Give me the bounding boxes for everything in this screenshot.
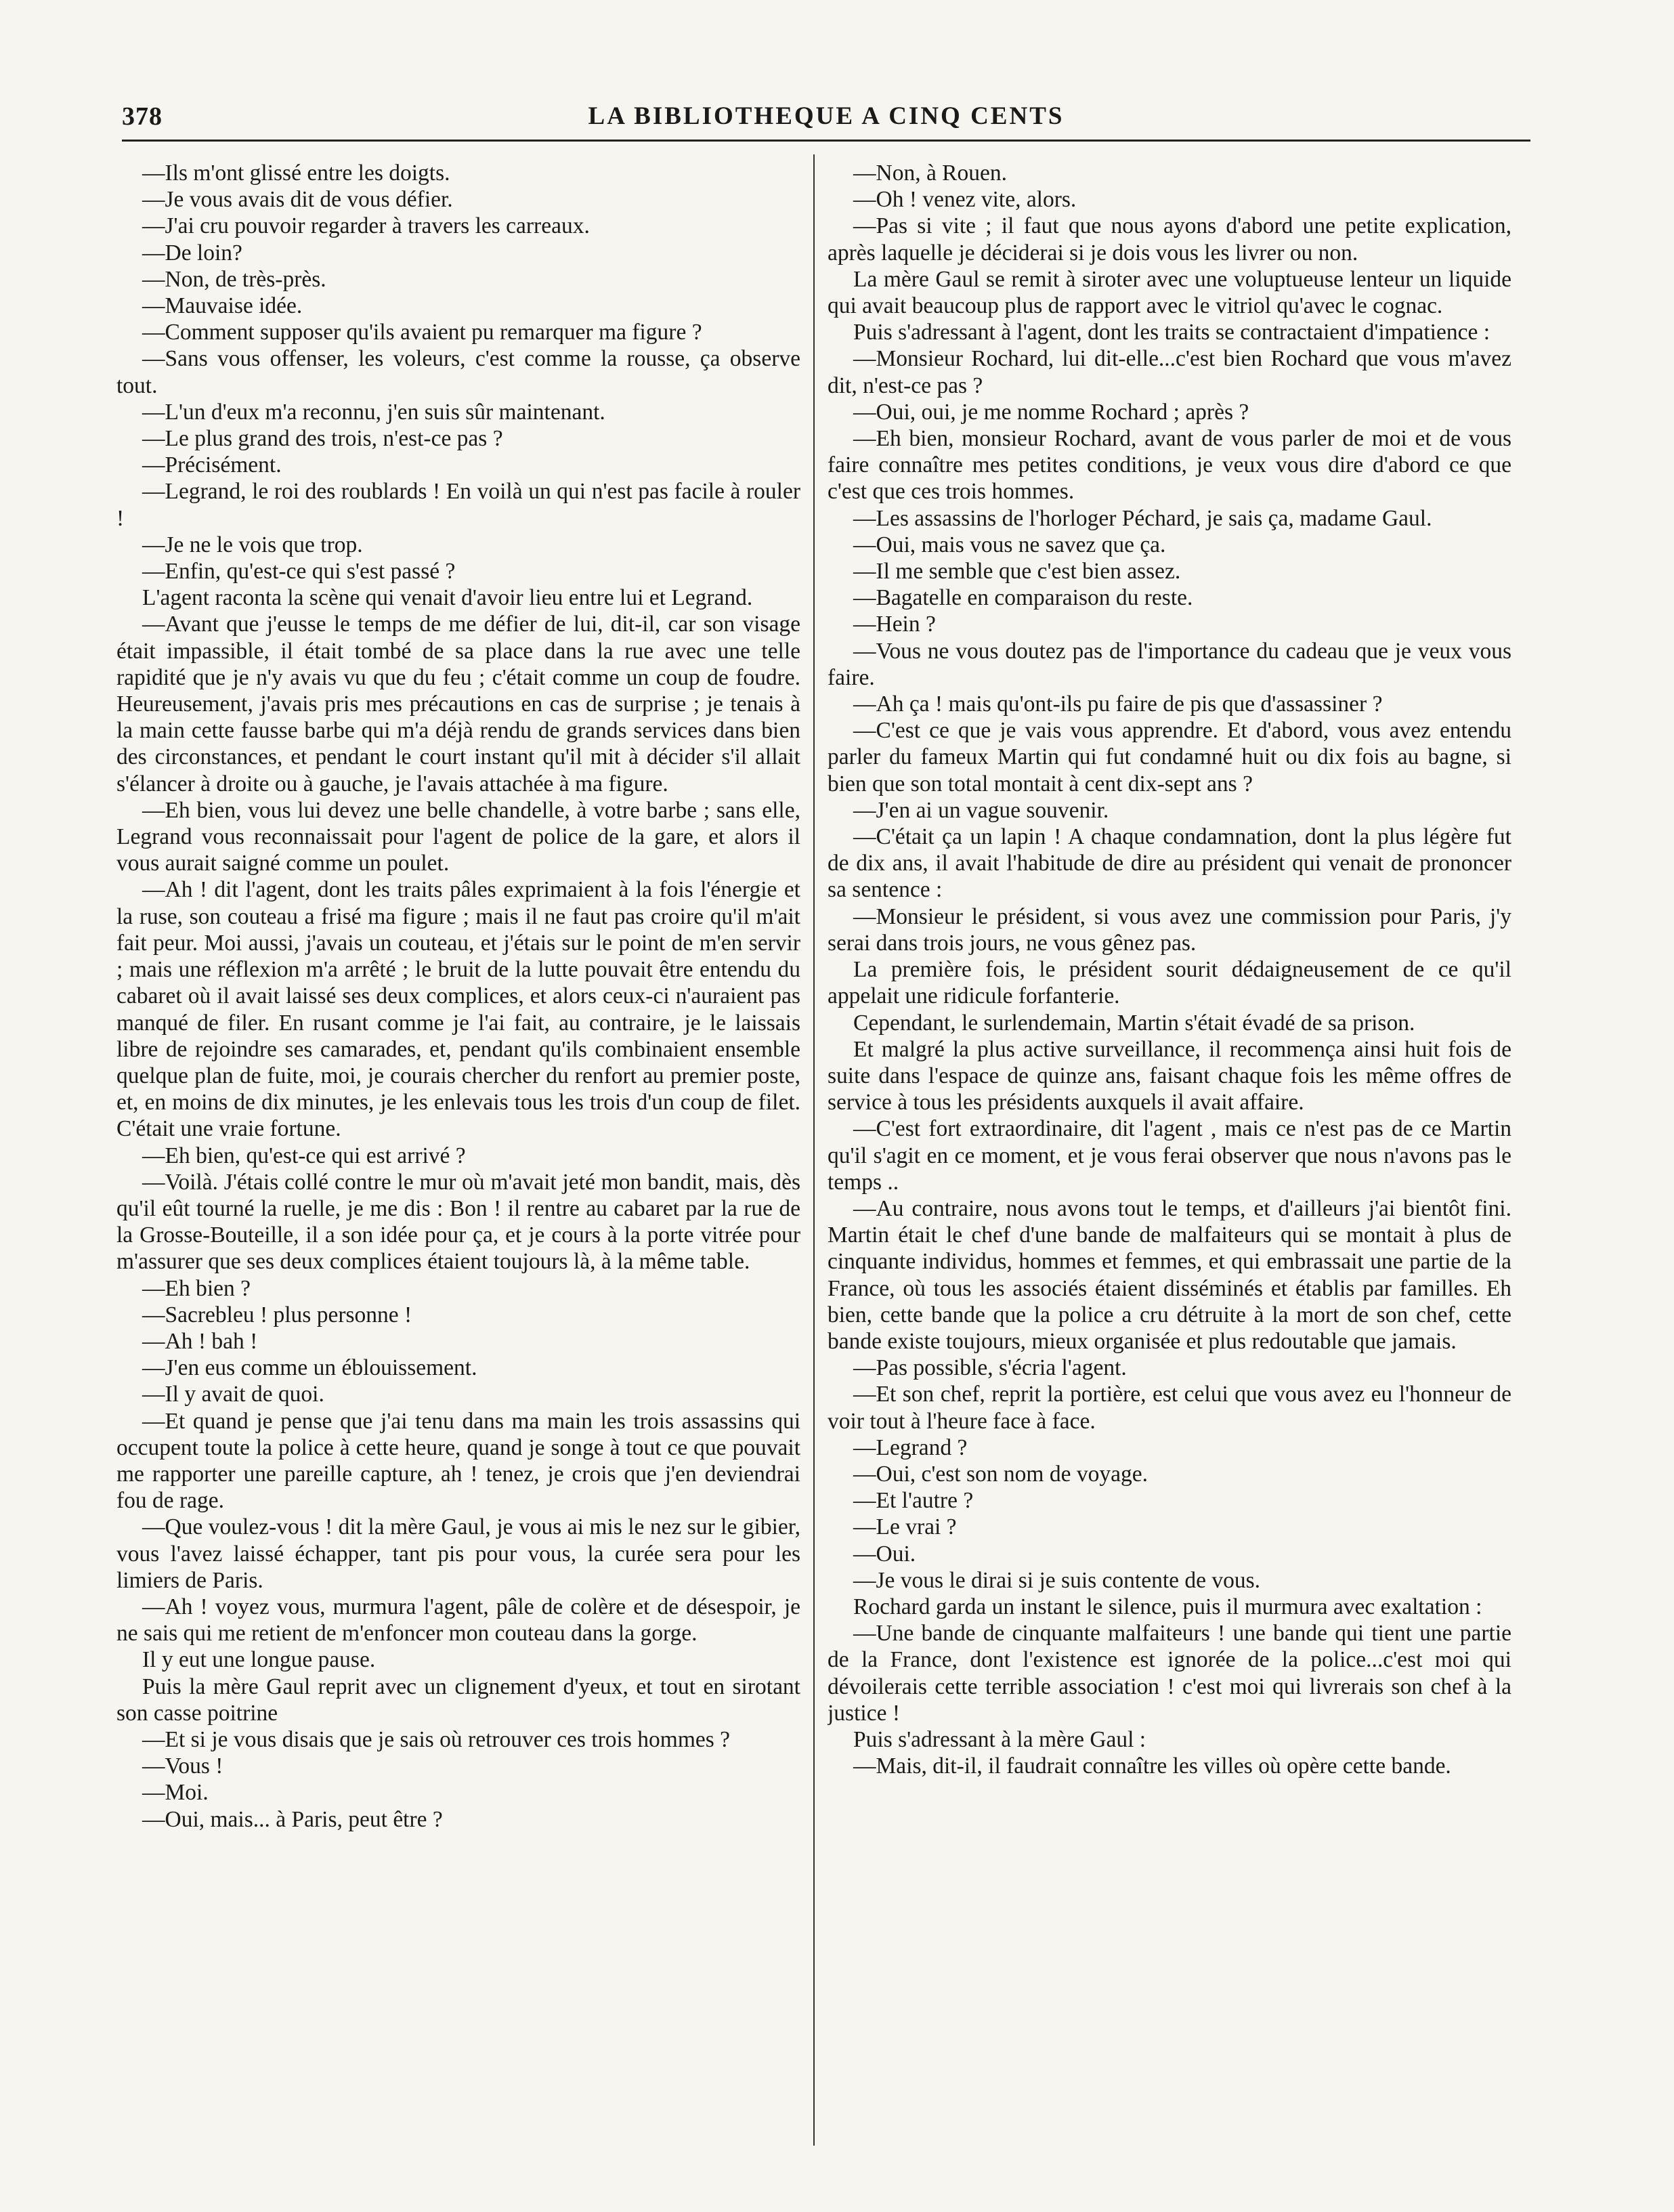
- paragraph: —Et si je vous disais que je sais où retrouver ces trois hommes ?: [142, 1726, 731, 1752]
- paragraph: —Il y avait de quoi.: [142, 1382, 324, 1407]
- paragraph: —Mais, dit-il, il faudrait connaître les villes où opère cette bande.: [853, 1753, 1451, 1779]
- paragraph: —Et quand je pense que j'ai tenu dans ma main les trois assassins qui occupent toute la police à cette heure, quand je songe à tout ce que pouvait me rapporter une pareille capture, ah ! tenez, je crois que j'en deviendrai fou de rage.: [116, 1408, 800, 1514]
- paragraph: —Monsieur le président, si vous avez une commission pour Paris, j'y serai dans trois jours, ne vous gênez pas.: [828, 903, 1511, 956]
- paragraph: —Oui, mais... à Paris, peut être ?: [142, 1806, 443, 1832]
- paragraph: Puis s'adressant à l'agent, dont les traits se contractaient d'impatience :: [853, 320, 1490, 345]
- header-rule: [122, 140, 1530, 142]
- paragraph: —Pas si vite ; il faut que nous ayons d'abord une petite explication, après laquelle je déciderai si je dois vous les livrer ou non.: [828, 213, 1511, 265]
- paragraph: —De loin?: [142, 240, 242, 265]
- paragraph: —Le plus grand des trois, n'est-ce pas ?: [142, 426, 503, 452]
- paragraph: Il y eut une longue pause.: [142, 1647, 376, 1673]
- paragraph: —Vous ne vous doutez pas de l'importance du cadeau que je veux vous faire.: [828, 638, 1511, 690]
- paragraph: —Avant que j'eusse le temps de me défier de lui, dit-il, car son visage était impassible, il était tombé de sa place dans la rue avec une telle rapidité que je n'y avais vu que du feu ; c'était comme un coup de foudre. Heureusement, j'avais pris mes précautions en cas de surprise ; je tenais à la main cette fausse barbe qui m'a déjà rendu de grands services dans bien des circonstances, et pendant le court instant qu'il mit à décider s'il allait s'élancer à droite ou à gauche, je l'avais attachée à ma figure.: [116, 612, 800, 796]
- paragraph: —Il me semble que c'est bien assez.: [853, 559, 1181, 584]
- paragraph: —J'en eus comme un éblouissement.: [142, 1355, 477, 1381]
- paragraph: —Sans vous offenser, les voleurs, c'est comme la rousse, ça observe tout.: [116, 346, 800, 398]
- paragraph: Puis la mère Gaul reprit avec un clignement d'yeux, et tout en sirotant son casse poitrine: [116, 1674, 800, 1726]
- paragraph: —Eh bien ?: [142, 1275, 251, 1301]
- paragraph: Cependant, le surlendemain, Martin s'était évadé de sa prison.: [853, 1010, 1415, 1036]
- paragraph: —Eh bien, monsieur Rochard, avant de vous parler de moi et de vous faire connaître mes petites conditions, je veux vous dire d'abord ce que c'est que ces trois hommes.: [828, 426, 1511, 505]
- paragraph: —Moi.: [142, 1780, 209, 1806]
- paragraph: —Eh bien, qu'est-ce qui est arrivé ?: [142, 1143, 466, 1168]
- paragraph: —Hein ?: [853, 612, 936, 637]
- page-number: 378: [122, 102, 163, 131]
- paragraph: —Oh ! venez vite, alors.: [853, 187, 1077, 213]
- paragraph: —Legrand, le roi des roublards ! En voilà un qui n'est pas facile à rouler !: [116, 479, 800, 531]
- paragraph: —Ils m'ont glissé entre les doigts.: [142, 161, 450, 186]
- paragraph: —Et l'autre ?: [853, 1488, 974, 1514]
- paragraph: —J'ai cru pouvoir regarder à travers les carreaux.: [142, 213, 590, 239]
- paragraph: —C'est ce que je vais vous apprendre. Et d'abord, vous avez entendu parler du fameux Martin qui fut condamné huit ou dix fois au bagne, si bien que son total montait à cent dix-sept ans ?: [828, 718, 1511, 796]
- paragraph: —J'en ai un vague souvenir.: [853, 797, 1109, 823]
- page-header: [122, 102, 1530, 137]
- paragraph: —Non, de très-près.: [142, 266, 326, 292]
- column-divider: [813, 154, 815, 2146]
- paragraph: —Non, à Rouen.: [853, 161, 1008, 186]
- paragraph: La mère Gaul se remit à siroter avec une voluptueuse lenteur un liquide qui avait beaucoup plus de rapport avec le vitriol qu'avec le cognac.: [828, 266, 1511, 319]
- paragraph: Puis s'adressant à la mère Gaul :: [853, 1726, 1146, 1752]
- running-title: LA BIBLIOTHEQUE A CINQ CENTS: [588, 102, 1065, 130]
- paragraph: —Pas possible, s'écria l'agent.: [853, 1355, 1127, 1381]
- paragraph: —Je ne le vois que trop.: [142, 532, 363, 557]
- paragraph: La première fois, le président sourit dédaigneusement de ce qu'il appelait une ridicule forfanterie.: [828, 957, 1511, 1009]
- paragraph: —C'est fort extraordinaire, dit l'agent , mais ce n'est pas de ce Martin qu'il s'agit en ce moment, et je vous ferai observer que nous n'avons pas le temps ..: [828, 1116, 1511, 1195]
- paragraph: —Au contraire, nous avons tout le temps, et d'ailleurs j'ai bientôt fini. Martin était le chef d'une bande de malfaiteurs qui se montait à plus de cinquante individus, hommes et femmes, et qui embrassait une partie de la France, où tous les associés étaient disséminés et établis par familles. Eh bien, cette bande que la police a cru détruite à la mort de son chef, cette bande existe toujours, mieux organisée et plus redoutable que jamais.: [828, 1195, 1511, 1354]
- paragraph: —Précisément.: [142, 452, 282, 478]
- paragraph: —Oui, mais vous ne savez que ça.: [853, 532, 1166, 557]
- paragraph: —Mauvaise idée.: [142, 293, 303, 319]
- paragraph: —Que voulez-vous ! dit la mère Gaul, je vous ai mis le nez sur le gibier, vous l'avez laissé échapper, tant pis pour vous, la curée sera pour les limiers de Paris.: [116, 1514, 800, 1593]
- paragraph: —Oui, c'est son nom de voyage.: [853, 1461, 1148, 1487]
- paragraph: —Ah ça ! mais qu'ont-ils pu faire de pis que d'assassiner ?: [853, 692, 1383, 717]
- paragraph: —Ah ! voyez vous, murmura l'agent, pâle de colère et de désespoir, je ne sais qui me retient de m'enfoncer mon couteau dans la gorge.: [116, 1594, 800, 1646]
- paragraph: —Je vous le dirai si je suis contente de vous.: [853, 1567, 1261, 1593]
- paragraph: —Oui, oui, je me nomme Rochard ; après ?: [853, 399, 1249, 425]
- paragraph: —Et son chef, reprit la portière, est celui que vous avez eu l'honneur de voir tout à l'heure face à face.: [828, 1382, 1511, 1434]
- paragraph: —Enfin, qu'est-ce qui s'est passé ?: [142, 559, 456, 584]
- paragraph: —Sacrebleu ! plus personne !: [142, 1302, 412, 1327]
- paragraph: —Le vrai ?: [853, 1514, 957, 1540]
- left-column: [116, 160, 800, 2144]
- paragraph: L'agent raconta la scène qui venait d'avoir lieu entre lui et Legrand.: [142, 585, 753, 611]
- right-column: [828, 160, 1511, 2144]
- paragraph: —Comment supposer qu'ils avaient pu remarquer ma figure ?: [142, 320, 702, 345]
- paragraph: —Vous !: [142, 1753, 223, 1779]
- paragraph: —L'un d'eux m'a reconnu, j'en suis sûr maintenant.: [142, 399, 605, 425]
- paragraph: —Ah ! bah !: [142, 1328, 258, 1354]
- paragraph: —Eh bien, vous lui devez une belle chandelle, à votre barbe ; sans elle, Legrand vous reconnaissait pour l'agent de police de la gare, et alors il vous aurait saigné comme un poulet.: [116, 797, 800, 876]
- paragraph: —Une bande de cinquante malfaiteurs ! une bande qui tient une partie de la France, dont l'existence est ignorée de la police...c'est moi qui dévoilerais cette terrible association ! c'est moi qui livrerais son chef à la justice !: [828, 1621, 1511, 1726]
- paragraph: —Bagatelle en comparaison du reste.: [853, 585, 1193, 611]
- paragraph: —Ah ! dit l'agent, dont les traits pâles exprimaient à la fois l'énergie et la ruse, son couteau a frisé ma figure ; mais il ne faut pas croire qu'il m'ait fait peur. Moi aussi, j'avais un couteau, et j'étais sur le point de m'en servir ; mais une réflexion m'a arrêté ; le bruit de la lutte pouvait être entendu du cabaret où il avait laissé ses deux complices, et alors ceux-ci n'auraient pas manqué de filer. En rusant comme je l'ai fait, au contraire, je le laissais libre de rejoindre ses camarades, et, pendant qu'ils combinaient ensemble quelque plan de fuite, moi, je courais chercher du renfort au premier poste, et, en moins de dix minutes, je les enlevais tous les trois d'un coup de filet. C'était une vraie fortune.: [116, 877, 800, 1142]
- paragraph: —Oui.: [853, 1541, 916, 1567]
- paragraph: Rochard garda un instant le silence, puis il murmura avec exaltation :: [853, 1594, 1482, 1619]
- paragraph: —Les assassins de l'horloger Péchard, je sais ça, madame Gaul.: [853, 505, 1432, 531]
- paragraph: —Legrand ?: [853, 1434, 968, 1460]
- paragraph: —C'était ça un lapin ! A chaque condamnation, dont la plus légère fut de dix ans, il avait l'habitude de dire au président qui venait de prononcer sa sentence :: [828, 824, 1511, 903]
- paragraph: Et malgré la plus active surveillance, il recommença ainsi huit fois de suite dans l'espace de quinze ans, faisant chaque fois les même offres de service à tous les présidents auxquels il avait affaire.: [828, 1036, 1511, 1115]
- paragraph: —Monsieur Rochard, lui dit-elle...c'est bien Rochard que vous m'avez dit, n'est-ce pas ?: [828, 346, 1511, 398]
- paragraph: —Voilà. J'étais collé contre le mur où m'avait jeté mon bandit, mais, dès qu'il eût tourné la ruelle, je me dis : Bon ! il rentre au cabaret par la rue de la Grosse-Bouteille, il a son idée pour ça, et je cours à la porte vitrée pour m'assurer que ses deux complices étaient toujours là, à la même table.: [116, 1169, 800, 1275]
- paragraph: —Je vous avais dit de vous défier.: [142, 187, 453, 213]
